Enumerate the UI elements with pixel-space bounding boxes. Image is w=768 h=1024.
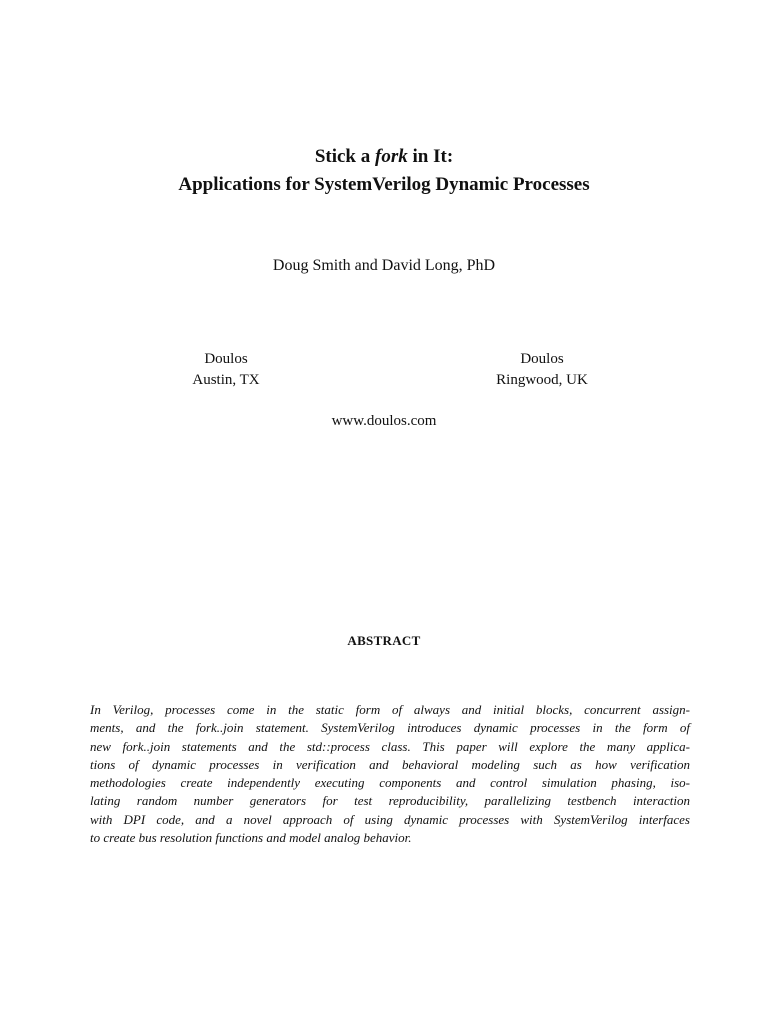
abstract-line: new fork..join statements and the std::process class. This paper will explore the many applica- <box>90 738 690 754</box>
affiliation-org: Doulos <box>520 351 564 367</box>
affiliation-location: Ringwood, UK <box>496 372 588 388</box>
abstract-body <box>90 701 690 847</box>
abstract-line: methodologies create independently executing components and control simulation phasing, iso- <box>90 775 690 791</box>
affiliation-left <box>106 349 346 391</box>
abstract-line: lating random number generators for test reproducibility, parallelizing testbench interaction <box>90 793 690 809</box>
abstract-line: ments, and the fork..join statement. SystemVerilog introduces dynamic processes in the form of <box>90 720 690 736</box>
abstract-line: to create bus resolution functions and model analog behavior. <box>90 830 412 846</box>
abstract-heading: ABSTRACT <box>347 633 421 648</box>
affiliation-right <box>422 349 662 391</box>
affiliation-org: Doulos <box>204 351 248 367</box>
affiliation-location: Austin, TX <box>192 372 260 388</box>
title-text-before: Stick a <box>314 146 376 167</box>
authors: Doug Smith and David Long, PhD <box>272 257 496 274</box>
title-line-2: Applications for SystemVerilog Dynamic Processes <box>178 174 590 195</box>
abstract-line: tions of dynamic processes in verification and behavioral modeling such as how verification <box>90 756 690 772</box>
abstract-line: with DPI code, and a novel approach of using dynamic processes with SystemVerilog interfaces <box>90 811 690 827</box>
title-emphasis-fork: fork <box>375 146 408 167</box>
title-text-after: in It: <box>407 146 454 167</box>
website: www.doulos.com <box>331 413 437 429</box>
abstract-line: In Verilog, processes come in the static form of always and initial blocks, concurrent assign- <box>90 702 690 717</box>
title-line-1 <box>0 145 768 169</box>
